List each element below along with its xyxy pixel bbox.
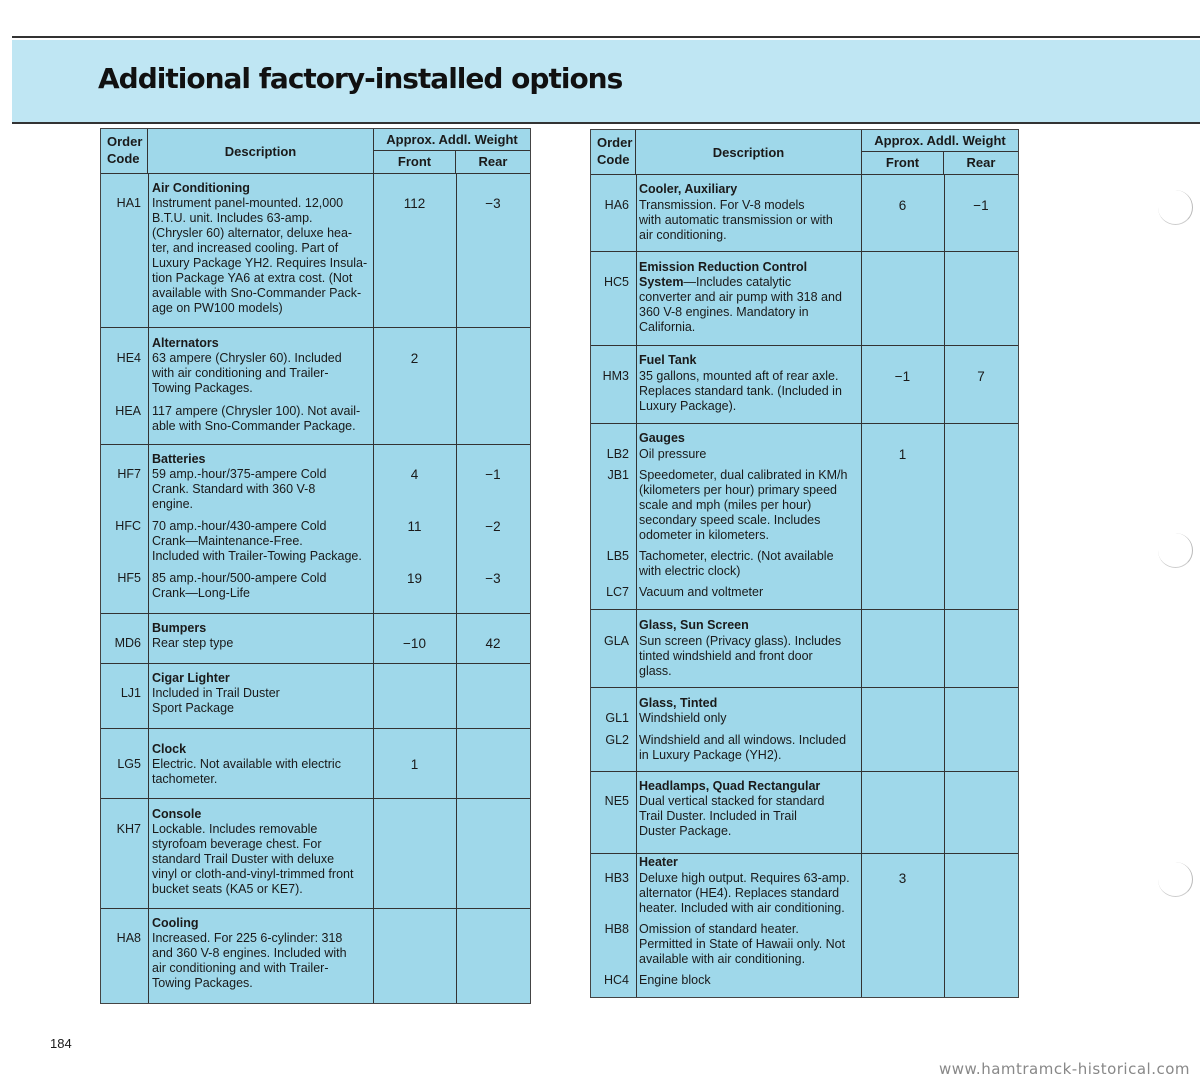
- option-description-lead: —Includes catalytic: [683, 275, 792, 289]
- order-code: JB1: [607, 468, 629, 482]
- front-weight: 4: [410, 467, 419, 482]
- option-description-line: Permitted in State of Hawaii only. Not: [639, 937, 846, 951]
- option-description-line: Replaces standard tank. (Included in: [639, 384, 842, 398]
- option-description-line: engine.: [152, 497, 194, 511]
- option-description-line: ter, and increased cooling. Part of: [152, 241, 339, 255]
- option-description-line: Dual vertical stacked for standard: [639, 794, 825, 808]
- option-description-line: age on PW100 models): [152, 301, 283, 315]
- option-description-line: in Luxury Package (YH2).: [639, 748, 782, 762]
- option-title-continued: System: [639, 275, 684, 289]
- order-code-header: [101, 129, 148, 173]
- front-weight: 19: [406, 571, 423, 586]
- order-code: HB8: [604, 922, 629, 936]
- order-code: HF5: [117, 571, 141, 585]
- option-description-line: secondary speed scale. Includes: [639, 513, 821, 527]
- option-description-line: styrofoam beverage chest. For: [152, 837, 322, 851]
- weight-header: Approx. Addl. Weight: [861, 130, 1018, 152]
- description-header: Description: [148, 129, 374, 173]
- option-description-line: Crank—Long-Life: [152, 586, 250, 600]
- option-description-line: Vacuum and voltmeter: [639, 585, 764, 599]
- front-header: Front: [861, 152, 944, 174]
- option-description-line: air conditioning.: [639, 228, 727, 242]
- option-description-line: odometer in kilometers.: [639, 528, 769, 542]
- order-code: HM3: [602, 369, 629, 383]
- front-weight: 1: [898, 447, 907, 462]
- option-description-line: Included with Trailer-Towing Package.: [152, 549, 362, 563]
- rear-weight: 42: [485, 636, 501, 651]
- option-description-line: Engine block: [639, 973, 711, 987]
- option-description-line: Crank. Standard with 360 V-8: [152, 482, 316, 496]
- option-description-line: and 360 V-8 engines. Included with: [152, 946, 347, 960]
- binder-hole-mark: [1158, 862, 1193, 897]
- option-title: Cooler, Auxiliary: [639, 182, 738, 196]
- option-description-line: available with air conditioning.: [639, 952, 806, 966]
- option-description-line: Lockable. Includes removable: [152, 822, 318, 836]
- option-description-line: alternator (HE4). Replaces standard: [639, 886, 840, 900]
- order-code-header: [591, 130, 636, 174]
- option-title: Cooling: [152, 916, 199, 930]
- code-header-label: Code: [597, 152, 630, 167]
- option-title: Emission Reduction Control: [639, 260, 808, 274]
- option-description-line: Sport Package: [152, 701, 234, 715]
- option-description-line: Instrument panel-mounted. 12,000: [152, 196, 344, 210]
- table-header: [591, 130, 1018, 175]
- page-title: Additional factory-installed options: [98, 62, 623, 95]
- binder-hole-mark: [1158, 190, 1193, 225]
- option-description-line: (Chrysler 60) alternator, deluxe hea-: [152, 226, 353, 240]
- option-description-line: tion Package YA6 at extra cost. (Not: [152, 271, 353, 285]
- order-code: LJ1: [120, 686, 141, 700]
- rear-weight: −3: [485, 196, 501, 211]
- option-description-line: (kilometers per hour) primary speed: [639, 483, 837, 497]
- option-title: Air Conditioning: [152, 181, 250, 195]
- option-description-line: Speedometer, dual calibrated in KM/h: [639, 468, 848, 482]
- option-description-line: Included in Trail Duster: [152, 686, 280, 700]
- order-code: LC7: [606, 585, 629, 599]
- option-description-line: Trail Duster. Included in Trail: [639, 809, 797, 823]
- option-description-line: with automatic transmission or with: [639, 213, 833, 227]
- option-description-line: with electric clock): [639, 564, 741, 578]
- option-description-line: Transmission. For V-8 models: [639, 198, 805, 212]
- option-description-line: Luxury Package).: [639, 399, 737, 413]
- order-code: GL2: [605, 733, 629, 747]
- option-description-line: Rear step type: [152, 636, 234, 650]
- front-weight: 112: [403, 196, 426, 211]
- front-header: Front: [373, 151, 456, 173]
- option-description-line: tinted windshield and front door: [639, 649, 813, 663]
- option-description-line: available with Sno-Commander Pack-: [152, 286, 362, 300]
- option-title: Glass, Tinted: [639, 696, 718, 710]
- option-description-line: 70 amp.-hour/430-ampere Cold: [152, 519, 327, 533]
- option-description-line: with air conditioning and Trailer-: [152, 366, 329, 380]
- option-description-line: scale and mph (miles per hour): [639, 498, 812, 512]
- option-title: Gauges: [639, 431, 685, 445]
- order-header-label: Order: [597, 135, 633, 150]
- option-description-line: Crank—Maintenance-Free.: [152, 534, 303, 548]
- table-header: [101, 129, 530, 174]
- order-code: HC4: [603, 973, 629, 987]
- option-title: Batteries: [152, 452, 206, 466]
- options-table-left: [100, 128, 531, 1004]
- order-header-label: Order: [107, 134, 143, 149]
- top-rule: [12, 36, 1200, 38]
- order-code: LG5: [117, 757, 141, 771]
- rear-weight: −1: [485, 467, 501, 482]
- order-code: KH7: [116, 822, 141, 836]
- order-code: GLA: [603, 634, 629, 648]
- option-title: Alternators: [152, 336, 219, 350]
- option-description-line: Towing Packages.: [152, 381, 253, 395]
- option-description-line: 63 ampere (Chrysler 60). Included: [152, 351, 342, 365]
- option-description-line: 59 amp.-hour/375-ampere Cold: [152, 467, 327, 481]
- order-code: HEA: [115, 404, 141, 418]
- rear-weight: −2: [485, 519, 501, 534]
- watermark-url: www.hamtramck-historical.com: [939, 1060, 1190, 1078]
- front-weight: 6: [898, 198, 907, 213]
- front-weight: 2: [410, 351, 419, 366]
- option-description-line: Sun screen (Privacy glass). Includes: [639, 634, 842, 648]
- option-description-line: 360 V-8 engines. Mandatory in: [639, 305, 809, 319]
- front-weight: 11: [407, 519, 422, 534]
- option-description-line: Windshield only: [639, 711, 727, 725]
- front-weight: 1: [410, 757, 419, 772]
- option-description-line: Luxury Package YH2. Requires Insula-: [152, 256, 368, 270]
- order-code: LB2: [606, 447, 629, 461]
- option-description-line: vinyl or cloth-and-vinyl-trimmed front: [152, 867, 354, 881]
- option-description-line: Deluxe high output. Requires 63-amp.: [639, 871, 850, 885]
- code-header-label: Code: [107, 151, 140, 166]
- option-description-line: 35 gallons, mounted aft of rear axle.: [639, 369, 839, 383]
- order-code: HE4: [116, 351, 141, 365]
- order-code: HFC: [115, 519, 141, 533]
- option-title: Fuel Tank: [639, 353, 697, 367]
- option-description-line: converter and air pump with 318 and: [639, 290, 842, 304]
- option-description-line: heater. Included with air conditioning.: [639, 901, 845, 915]
- rear-header: Rear: [478, 154, 508, 169]
- page-number: 184: [50, 1036, 72, 1051]
- order-code: HA1: [116, 196, 141, 210]
- option-description-line: Increased. For 225 6-cylinder: 318: [152, 931, 343, 945]
- option-description-line: [639, 275, 861, 290]
- option-description-line: standard Trail Duster with deluxe: [152, 852, 335, 866]
- order-code: HA8: [116, 931, 141, 945]
- order-code: NE5: [604, 794, 629, 808]
- option-description-line: Electric. Not available with electric: [152, 757, 341, 771]
- front-weight: −10: [403, 636, 426, 651]
- order-code: HB3: [604, 871, 629, 885]
- option-description-line: California.: [639, 320, 696, 334]
- title-banner: [12, 40, 1200, 124]
- option-title: Clock: [152, 742, 187, 756]
- rear-weight: −3: [485, 571, 501, 586]
- option-description-line: B.T.U. unit. Includes 63-amp.: [152, 211, 313, 225]
- option-title: Console: [152, 807, 202, 821]
- option-description-line: Towing Packages.: [152, 976, 253, 990]
- options-table-right: [590, 129, 1019, 998]
- rear-weight: −1: [973, 198, 989, 213]
- option-title: Cigar Lighter: [152, 671, 230, 685]
- option-description-line: tachometer.: [152, 772, 218, 786]
- option-description-line: 117 ampere (Chrysler 100). Not avail-: [152, 404, 361, 418]
- option-description-line: Tachometer, electric. (Not available: [639, 549, 834, 563]
- option-description-line: Oil pressure: [639, 447, 707, 461]
- order-code: HF7: [117, 467, 141, 481]
- front-weight: 3: [898, 871, 907, 886]
- description-header: Description: [636, 130, 862, 174]
- option-title: Glass, Sun Screen: [639, 618, 749, 632]
- weight-header: Approx. Addl. Weight: [373, 129, 530, 151]
- option-description-line: air conditioning and with Trailer-: [152, 961, 329, 975]
- option-description-line: Omission of standard heater.: [639, 922, 799, 936]
- order-code: HA6: [604, 198, 629, 212]
- option-description-line: Duster Package.: [639, 824, 732, 838]
- option-title: Heater: [639, 855, 678, 869]
- binder-hole-mark: [1158, 533, 1193, 568]
- order-code: MD6: [114, 636, 141, 650]
- option-title: Bumpers: [152, 621, 207, 635]
- option-description-line: 85 amp.-hour/500-ampere Cold: [152, 571, 327, 585]
- front-weight: −1: [894, 369, 911, 384]
- rear-weight: 7: [977, 369, 985, 384]
- option-title: Headlamps, Quad Rectangular: [639, 779, 821, 793]
- option-description-line: able with Sno-Commander Package.: [152, 419, 356, 433]
- order-code: HC5: [603, 275, 629, 289]
- order-code: GL1: [605, 711, 629, 725]
- option-description-line: glass.: [639, 664, 672, 678]
- option-description-line: bucket seats (KA5 or KE7).: [152, 882, 303, 896]
- option-description-line: Windshield and all windows. Included: [639, 733, 847, 747]
- order-code: LB5: [606, 549, 629, 563]
- rear-header: Rear: [966, 155, 996, 170]
